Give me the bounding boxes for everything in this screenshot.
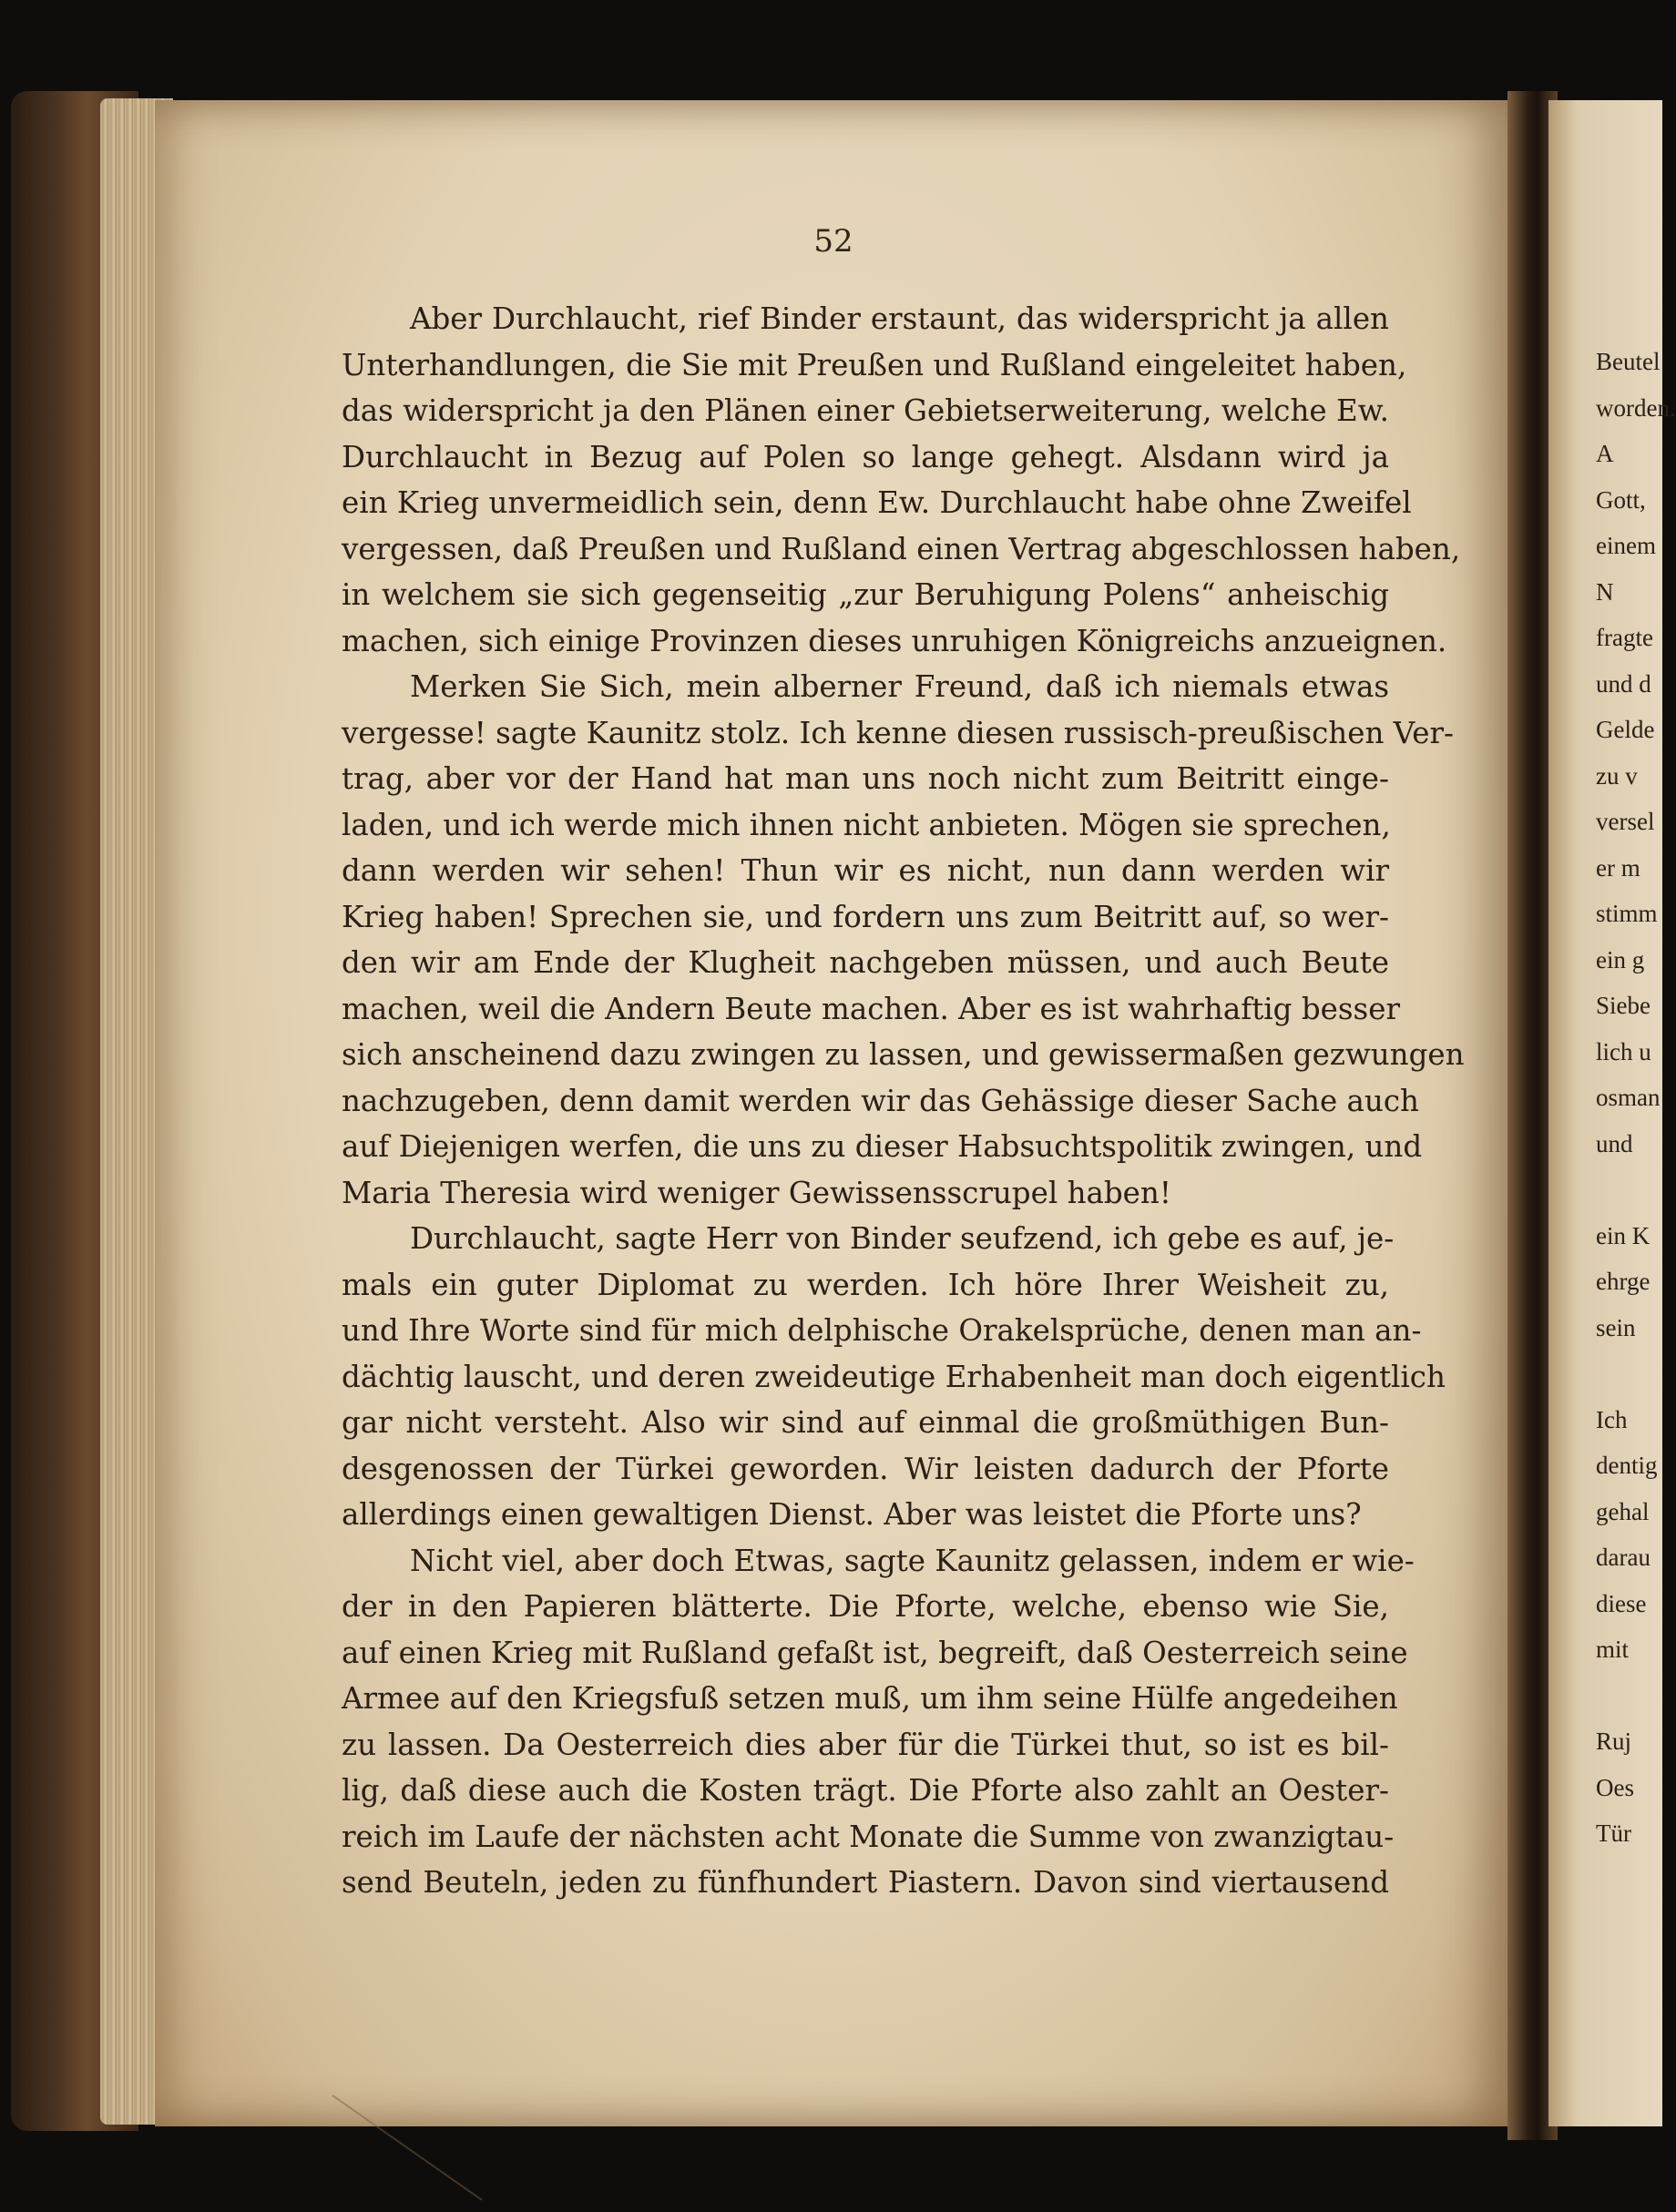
page-crease — [332, 2095, 482, 2200]
text-line: Durchlaucht in Bezug auf Polen so lange gehegt. Alsdann wird ja — [342, 439, 1389, 474]
facing-text-line: dentig — [1596, 1452, 1658, 1479]
text-line: Maria Theresia wird weniger Gewissensscrupel haben! — [342, 1175, 1171, 1210]
text-line: den wir am Ende der Klugheit nachgeben müssen, und auch Beute — [342, 945, 1389, 980]
facing-text-line: darau — [1596, 1544, 1650, 1571]
facing-text-line: Ruj — [1596, 1728, 1632, 1755]
text-line: vergessen, daß Preußen und Rußland einen Vertrag abgeschlossen haben, — [342, 531, 1461, 566]
text-line: vergesse! sagte Kaunitz stolz. Ich kenne diesen russisch-preußischen Ver- — [342, 715, 1454, 750]
text-line: in welchem sie sich gegenseitig „zur Beruhigung Polens“ anheischig — [342, 577, 1389, 612]
facing-text-line: gehal — [1596, 1497, 1650, 1525]
facing-text-line: Gott, — [1596, 485, 1646, 514]
facing-text-line: Siebe — [1596, 992, 1650, 1019]
text-line: desgenossen der Türkei geworden. Wir leisten dadurch der Pforte — [342, 1451, 1389, 1486]
text-line: auf einen Krieg mit Rußland gefaßt ist, begreift, daß Oesterreich seine — [342, 1635, 1408, 1670]
facing-text-line: Gelde — [1596, 716, 1655, 743]
facing-text-line: ehrge — [1596, 1268, 1650, 1295]
text-line: machen, weil die Andern Beute machen. Aber es ist wahrhaftig besser — [342, 991, 1400, 1026]
facing-text-line — [1596, 1673, 1676, 1719]
facing-text-line: Beutel — [1596, 348, 1661, 375]
facing-text-line: A — [1596, 440, 1614, 467]
facing-text-line: er m — [1596, 853, 1640, 882]
text-line: machen, sich einige Provinzen dieses unruhigen Königreichs anzueignen. — [342, 623, 1447, 658]
facing-text-line: mit — [1596, 1636, 1630, 1663]
facing-text-line — [1596, 1167, 1676, 1213]
text-line: Nicht viel, aber doch Etwas, sagte Kaunitz gelassen, indem er wie- — [410, 1543, 1415, 1578]
facing-text-line: osman — [1596, 1084, 1661, 1111]
facing-text-line: worden. — [1596, 393, 1676, 422]
facing-text-line: Tür — [1596, 1820, 1631, 1847]
facing-text-line: Ich — [1596, 1405, 1628, 1433]
text-line: sich anscheinend dazu zwingen zu lassen, und gewissermaßen gezwungen — [342, 1037, 1465, 1072]
text-line: Armee auf den Kriegsfuß setzen muß, um ihm seine Hülfe angedeihen — [342, 1681, 1398, 1716]
facing-text-line — [1596, 1351, 1676, 1397]
text-line: dann werden wir sehen! Thun wir es nicht, nun dann werden wir — [342, 853, 1389, 888]
text-line: Merken Sie Sich, mein alberner Freund, daß ich niemals etwas — [410, 669, 1389, 704]
text-line: laden, und ich werde mich ihnen nicht anbieten. Mögen sie sprechen, — [342, 807, 1391, 842]
facing-text-line: lich u — [1596, 1037, 1651, 1065]
facing-text-line: und — [1596, 1129, 1633, 1157]
right-page-fragment — [1548, 100, 1676, 2126]
text-line: zu lassen. Da Oesterreich dies aber für die Türkei thut, so ist es bil- — [342, 1727, 1389, 1762]
facing-page-text — [1596, 339, 1676, 1857]
facing-text-line: zu v — [1596, 761, 1638, 790]
facing-text-line: ein K — [1596, 1221, 1650, 1249]
text-line: ein Krieg unvermeidlich sein, denn Ew. Durchlaucht habe ohne Zweifel — [342, 485, 1412, 520]
facing-text-line: sein — [1596, 1313, 1636, 1341]
text-line: gar nicht versteht. Also wir sind auf einmal die großmüthigen Bun- — [342, 1405, 1389, 1440]
text-line: das widerspricht ja den Plänen einer Gebietserweiterung, welche Ew. — [342, 393, 1389, 428]
text-line: lig, daß diese auch die Kosten trägt. Die Pforte also zahlt an Oester- — [342, 1773, 1389, 1808]
text-line: nachzugeben, denn damit werden wir das Gehässige dieser Sache auch — [342, 1083, 1419, 1118]
facing-text-line: einem — [1596, 532, 1656, 559]
text-line: Krieg haben! Sprechen sie, und fordern uns zum Beitritt auf, so wer- — [342, 899, 1389, 934]
text-line: Durchlaucht, sagte Herr von Binder seufzend, ich gebe es auf, je- — [410, 1221, 1395, 1256]
text-line: der in den Papieren blätterte. Die Pforte, welche, ebenso wie Sie, — [342, 1589, 1389, 1624]
text-line: auf Diejenigen werfen, die uns zu dieser Habsuchtspolitik zwingen, und — [342, 1129, 1423, 1164]
text-line: trag, aber vor der Hand hat man uns noch nicht zum Beitritt einge- — [342, 761, 1389, 796]
text-line: allerdings einen gewaltigen Dienst. Aber was leistet die Pforte uns? — [342, 1497, 1362, 1532]
text-line: dächtig lauscht, und deren zweideutige Erhabenheit man doch eigentlich — [342, 1359, 1446, 1394]
facing-text-line: N — [1596, 577, 1614, 606]
page-number: 52 — [813, 223, 853, 260]
text-line: send Beuteln, jeden zu fünfhundert Piastern. Davon sind viertausend — [342, 1865, 1389, 1900]
left-page — [155, 100, 1512, 2126]
page-text — [342, 296, 1465, 1906]
text-line: mals ein guter Diplomat zu werden. Ich höre Ihrer Weisheit zu, — [342, 1267, 1389, 1302]
text-line: reich im Laufe der nächsten acht Monate die Summe von zwanzigtau- — [342, 1819, 1395, 1854]
facing-text-line: Oes — [1596, 1773, 1634, 1801]
facing-text-line: versel — [1596, 808, 1655, 835]
facing-text-line: und d — [1596, 669, 1651, 698]
facing-text-line: fragte — [1596, 624, 1653, 651]
text-line: Aber Durchlaucht, rief Binder erstaunt, das widerspricht ja allen — [410, 301, 1389, 336]
text-line: Unterhandlungen, die Sie mit Preußen und Rußland eingeleitet haben, — [342, 347, 1407, 382]
facing-text-line: diese — [1596, 1589, 1647, 1617]
facing-text-line: stimm — [1596, 900, 1658, 927]
facing-text-line: ein g — [1596, 945, 1645, 973]
text-line: und Ihre Worte sind für mich delphische Orakelsprüche, denen man an- — [342, 1313, 1422, 1348]
